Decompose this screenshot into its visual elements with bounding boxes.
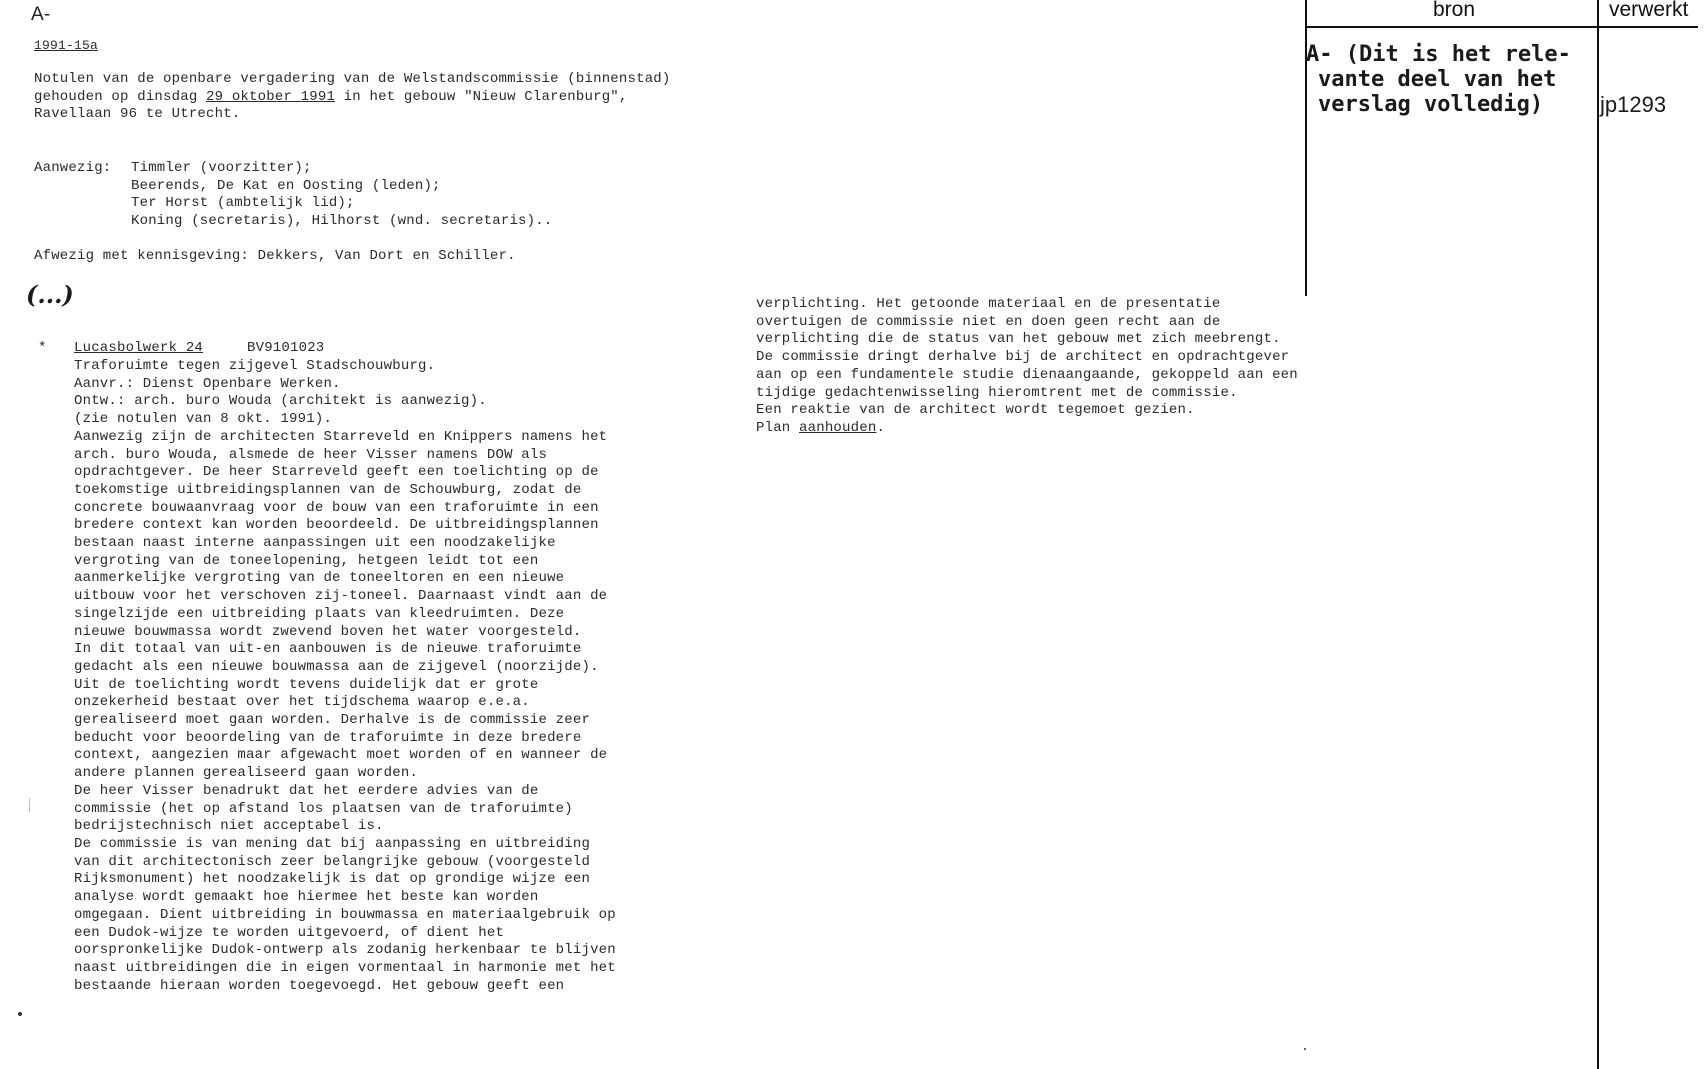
- intro-line-2-start: gehouden op dinsdag: [34, 88, 207, 105]
- plan-decision: [756, 420, 1298, 438]
- item-line: commissie (het op afstand los plaatsen van de traforuimte): [74, 800, 573, 817]
- scan-speck: [18, 1012, 22, 1016]
- item-line: oorspronkelijke Dudok-ontwerp als zodanig herkenbaar te blijven: [74, 942, 616, 959]
- meeting-date: 29 oktober 1991: [206, 88, 336, 105]
- item-line: In dit totaal van uit-en aanbouwen is de nieuwe traforuimte: [74, 641, 582, 658]
- item-line: omgegaan. Dient uitbreiding in bouwmassa en materiaalgebruik op: [74, 906, 616, 923]
- item-line: beducht voor beoordeling van de traforuimte in deze bredere: [74, 729, 582, 746]
- item-line: gedacht als een nieuwe bouwmassa aan de zijgevel (noorzijde).: [74, 658, 599, 675]
- item-line: analyse wordt gemaakt hoe hiermee het beste kan worden: [74, 889, 539, 906]
- processed-code: jp1293: [1600, 92, 1667, 117]
- source-note-line: A- (Dit is het rele-: [1306, 42, 1571, 67]
- item-bullet: *: [38, 340, 47, 356]
- intro-line-1: Notulen van de openbare vergadering van de Welstandscommissie (binnenstad): [34, 71, 671, 87]
- column-header-verwerkt: verwerkt: [1609, 0, 1689, 21]
- attendee-line: Koning (secretaris), Hilhorst (wnd. secretaris)..: [131, 213, 553, 230]
- item-line: andere plannen gerealiseerd gaan worden.: [74, 765, 419, 782]
- continuation-line: Een reaktie van de architect wordt tegemoet gezien.: [756, 402, 1195, 419]
- item-line: opdrachtgever. De heer Starreveld geeft een toelichting op de: [74, 464, 599, 481]
- handwritten-ellipsis: (...): [26, 280, 74, 309]
- item-line: Traforuimte tegen zijgevel Stadschouwburg.: [74, 358, 436, 374]
- intro-line-2-end: in het gebouw "Nieuw Clarenburg",: [335, 88, 628, 105]
- doc-reference: 1991-15a: [34, 38, 99, 53]
- item-line: toekomstige uitbreidingsplannen van de Schouwburg, zodat de: [74, 481, 582, 498]
- source-note-line: verslag volledig): [1318, 92, 1544, 117]
- item-line: vergroting van de toneelopening, hetgeen leidt tot een: [74, 552, 539, 569]
- doc-mark: A-: [31, 4, 51, 25]
- continuation-line: verplichting. Het getoonde materiaal en de presentatie: [756, 296, 1221, 312]
- attendance-list: [131, 160, 552, 231]
- plan-prefix: Plan: [756, 419, 800, 436]
- source-note-line: vante deel van het: [1318, 67, 1557, 92]
- item-line: Uit de toelichting wordt tevens duidelijk dat er grote: [74, 676, 539, 693]
- continuation-line: tijdige gedachtenwisseling hieromtrent met de commissie.: [756, 384, 1238, 401]
- item-line: nieuwe bouwmassa wordt zwevend boven het water voorgesteld.: [74, 623, 582, 640]
- attendee-line: Ter Horst (ambtelijk lid);: [131, 195, 355, 212]
- table-top-rule: [1305, 26, 1698, 28]
- item-line: bestaan naast interne aanpassingen uit een noodzakelijke: [74, 535, 556, 552]
- continuation-line: verplichting die de status van het gebouw met zich meebrengt.: [756, 331, 1281, 348]
- item-line: bredere context kan worden beoordeeld. De uitbreidingsplannen: [74, 517, 599, 534]
- item-code: BV9101023: [247, 340, 325, 356]
- item-address: Lucasbolwerk 24: [74, 340, 204, 356]
- item-line: De heer Visser benadrukt dat het eerdere advies van de: [74, 782, 539, 799]
- plan-status: aanhouden: [799, 419, 877, 436]
- item-line: bestaande hieraan worden toegevoegd. Het gebouw geeft een: [74, 977, 565, 994]
- item-line: een Dudok-wijze te worden uitgevoerd, of dient het: [74, 924, 505, 941]
- item-line: gerealiseerd moet gaan worden. Derhalve is de commissie zeer: [74, 712, 591, 729]
- item-line: naast uitbreidingen die in eigen vormentaal in harmonie met het: [74, 959, 616, 976]
- item-line: uitbouw voor het verschoven zij-toneel. Daarnaast vindt aan de: [74, 588, 608, 605]
- table-middle-rule: [1597, 0, 1599, 1069]
- continuation-line: De commissie dringt derhalve bij de architect en opdrachtgever: [756, 349, 1290, 366]
- item-body: [74, 358, 616, 995]
- attendee-line: Timmler (voorzitter);: [131, 160, 312, 176]
- continuation-line: aan op een fundamentele studie dienaangaande, gekoppeld aan een: [756, 366, 1298, 383]
- item-line: context, aangezien maar afgewacht moet worden of en wanneer de: [74, 747, 608, 764]
- item-line: onzekerheid bestaat over het tijdschema waarop e.e.a.: [74, 694, 530, 711]
- scan-speck: [29, 798, 30, 812]
- item-line: concrete bouwaanvraag voor de bouw van een traforuimte in een: [74, 499, 599, 516]
- item-line: van dit architectonisch zeer belangrijke gebouw (voorgesteld: [74, 853, 591, 870]
- continuation-line: overtuigen de commissie niet en doen geen recht aan de: [756, 313, 1221, 330]
- item-line: Aanvr.: Dienst Openbare Werken.: [74, 375, 341, 392]
- item-line: Aanwezig zijn de architecten Starreveld en Knippers namens het: [74, 428, 608, 445]
- intro-line-3: Ravellaan 96 te Utrecht.: [34, 106, 241, 123]
- attendee-line: Beerends, De Kat en Oosting (leden);: [131, 177, 441, 194]
- intro-paragraph: [34, 71, 671, 124]
- source-note: [1306, 42, 1571, 117]
- item-line: Rijksmonument) het noodzakelijk is dat op grondige wijze een: [74, 871, 591, 888]
- item-line: Ontw.: arch. buro Wouda (architekt is aanwezig).: [74, 393, 487, 410]
- plan-suffix: .: [876, 419, 886, 436]
- attendance-label: Aanwezig:: [34, 160, 112, 176]
- continuation-body: [756, 296, 1298, 438]
- item-line: De commissie is van mening dat bij aanpassing en uitbreiding: [74, 835, 591, 852]
- item-line: arch. buro Wouda, alsmede de heer Visser namens DOW als: [74, 446, 548, 463]
- absent-line: Afwezig met kennisgeving: Dekkers, Van Dort en Schiller.: [34, 248, 516, 264]
- item-line: aanmerkelijke vergroting van de toneeltoren en een nieuwe: [74, 570, 565, 587]
- intro-line-2: [34, 89, 671, 107]
- column-header-bron: bron: [1433, 0, 1476, 21]
- item-line: (zie notulen van 8 okt. 1991).: [74, 411, 333, 428]
- scan-speck: [1304, 1048, 1306, 1050]
- item-line: bedrijstechnisch niet acceptabel is.: [74, 818, 384, 835]
- item-line: singelzijde een uitbreiding plaats van kleedruimten. Deze: [74, 605, 565, 622]
